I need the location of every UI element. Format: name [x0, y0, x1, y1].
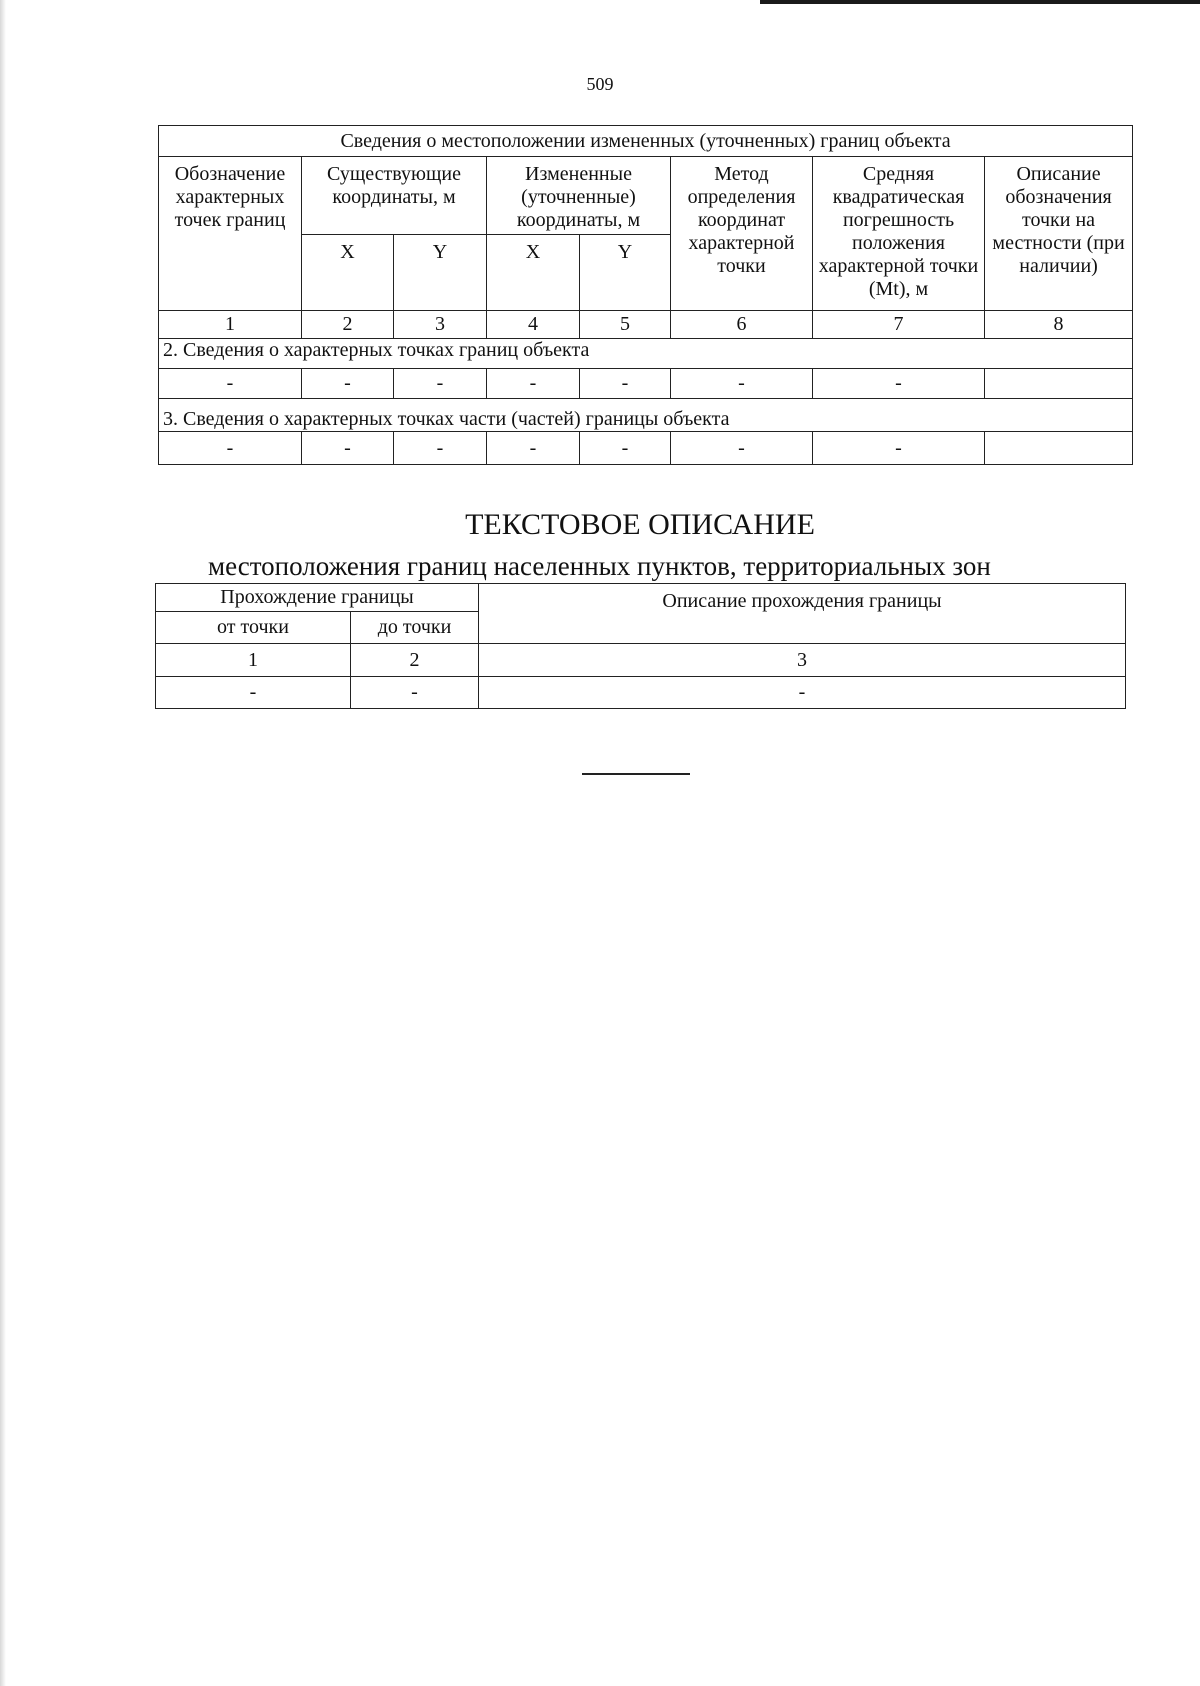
table-cell: - — [671, 432, 813, 465]
end-rule — [582, 773, 690, 775]
scan-edge-left — [0, 0, 6, 1686]
document-subtitle: местоположения границ населенных пунктов, территориальных зон — [208, 551, 991, 581]
existing-x-header: X — [302, 235, 394, 311]
table-cell — [985, 369, 1133, 399]
table-cell: - — [487, 432, 580, 465]
table-cell: - — [487, 369, 580, 399]
table-row — [159, 369, 1133, 399]
table-cell: - — [813, 432, 985, 465]
changed-x-header: X — [487, 235, 580, 311]
coordinates-table — [158, 125, 1133, 465]
to-point-header: до точки — [351, 612, 479, 644]
table-cell: - — [394, 432, 487, 465]
table-cell: - — [580, 432, 671, 465]
index-cell: 6 — [671, 311, 813, 339]
col-changed-coords-header: Измененные (уточненные) координаты, м — [487, 157, 671, 235]
index-cell: 7 — [813, 311, 985, 339]
index-cell: 2 — [302, 311, 394, 339]
col-error-header: Средняя квадратическая погрешность положения характерной точки (Mt), м — [813, 157, 985, 311]
page-number: 509 — [586, 74, 614, 94]
index-cell: 8 — [985, 311, 1133, 339]
table-cell: - — [394, 369, 487, 399]
table-cell: - — [813, 369, 985, 399]
index-cell: 1 — [156, 644, 351, 677]
scan-edge-top — [760, 0, 1200, 4]
boundary-index-row — [156, 644, 1126, 677]
section-2-title: 2. Сведения о характерных точках границ объекта — [159, 339, 1133, 369]
table-cell: - — [302, 369, 394, 399]
table-row — [159, 432, 1133, 465]
from-point-header: от точки — [156, 612, 351, 644]
coords-table-title: Сведения о местоположении измененных (уточненных) границ объекта — [159, 126, 1133, 157]
table-cell: - — [159, 432, 302, 465]
col-description-header: Описание обозначения точки на местности (при наличии) — [985, 157, 1133, 311]
table-cell: - — [302, 432, 394, 465]
coords-index-row — [159, 311, 1133, 339]
index-cell: 3 — [394, 311, 487, 339]
document-title: ТЕКСТОВОЕ ОПИСАНИЕ — [465, 508, 815, 541]
table-cell — [985, 432, 1133, 465]
existing-y-header: Y — [394, 235, 487, 311]
col-existing-coords-header: Существующие координаты, м — [302, 157, 487, 235]
description-header: Описание прохождения границы — [479, 584, 1126, 644]
index-cell: 2 — [351, 644, 479, 677]
table-cell: - — [580, 369, 671, 399]
index-cell: 5 — [580, 311, 671, 339]
table-cell: - — [159, 369, 302, 399]
col-designation-header: Обозначение характерных точек границ — [159, 157, 302, 311]
changed-y-header: Y — [580, 235, 671, 311]
index-cell: 4 — [487, 311, 580, 339]
table-cell: - — [156, 677, 351, 709]
passage-header: Прохождение границы — [156, 584, 479, 612]
section-3-title: 3. Сведения о характерных точках части (частей) границы объекта — [159, 399, 1133, 432]
table-cell: - — [351, 677, 479, 709]
boundary-description-table — [155, 583, 1126, 709]
table-row — [156, 677, 1126, 709]
table-cell: - — [671, 369, 813, 399]
table-cell: - — [479, 677, 1126, 709]
index-cell: 3 — [479, 644, 1126, 677]
col-method-header: Метод определения координат характерной точки — [671, 157, 813, 311]
index-cell: 1 — [159, 311, 302, 339]
